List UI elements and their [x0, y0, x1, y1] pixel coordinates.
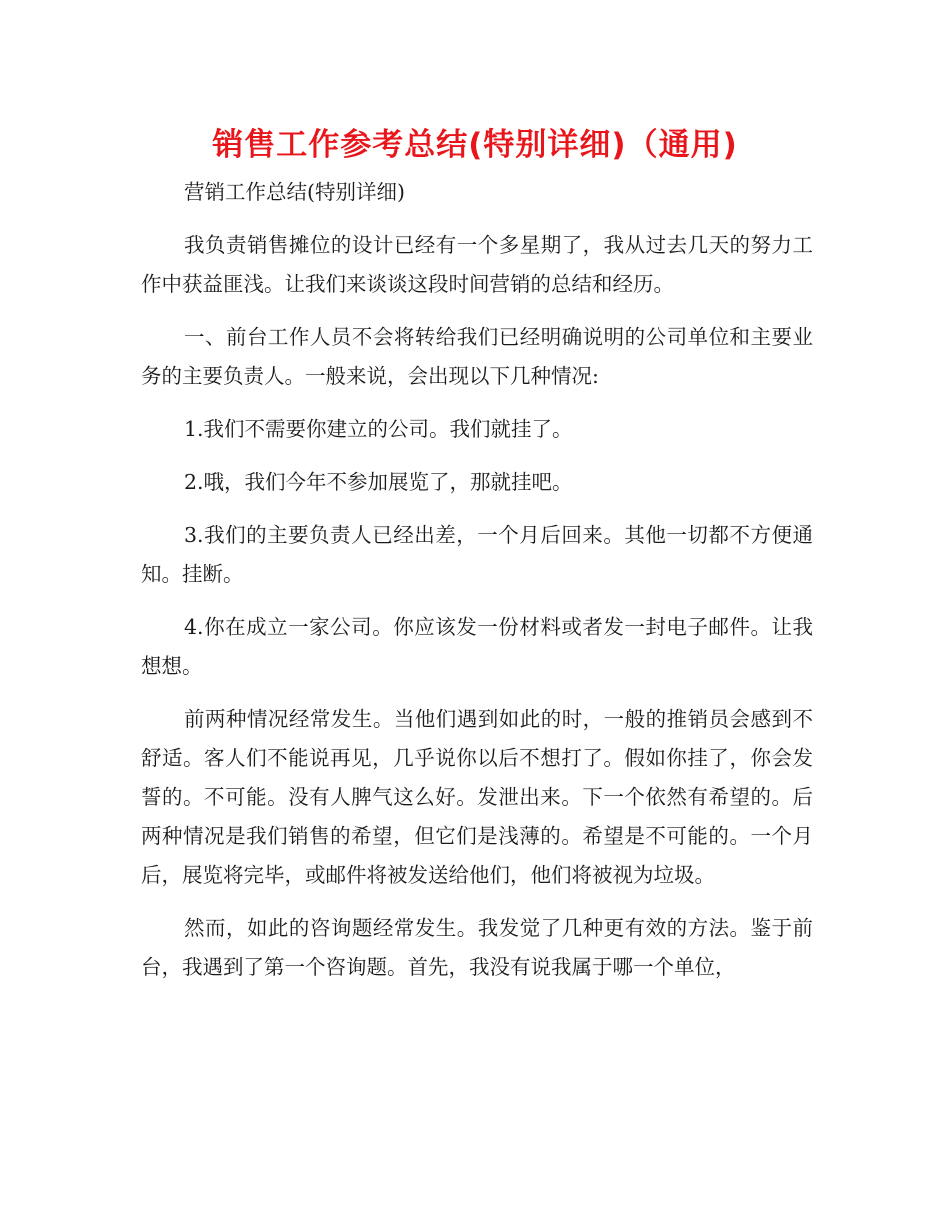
paragraph-intro: 我负责销售摊位的设计已经有一个多星期了，我从过去几天的努力工作中获益匪浅。让我们来谈谈这段时间营销的总结和经历。 — [141, 233, 813, 296]
paragraph-case-1: 1.我们不需要你建立的公司。我们就挂了。 — [184, 417, 573, 441]
paragraph-case-4: 4.你在成立一家公司。你应该发一份材料或者发一封电子邮件。让我想想。 — [141, 615, 813, 678]
paragraph-analysis: 前两种情况经常发生。当他们遇到如此的时，一般的推销员会感到不舒适。客人们不能说再见，几乎说你以后不想打了。假如你挂了，你会发誓的。不可能。没有人脾气这么好。发泄出来。下一个依然有希望的。后两种情况是我们销售的希望，但它们是浅薄的。希望是不可能的。一个月后，展览将完毕，或邮件将被发送给他们，他们将被视为垃圾。 — [141, 707, 813, 887]
paragraph-section-one: 一、前台工作人员不会将转给我们已经明确说明的公司单位和主要业务的主要负责人。一般来说，会出现以下几种情况: — [141, 325, 813, 388]
paragraph-case-2: 2.哦，我们今年不参加展览了，那就挂吧。 — [184, 470, 573, 494]
paragraph-method: 然而，如此的咨询题经常发生。我发觉了几种更有效的方法。鉴于前台，我遇到了第一个咨询题。首先，我没有说我属于哪一个单位， — [141, 916, 813, 979]
paragraph-case-3: 3.我们的主要负责人已经出差，一个月后回来。其他一切都不方便通知。挂断。 — [141, 523, 813, 586]
document-body — [141, 173, 813, 1001]
document-title: 销售工作参考总结(特别详细)（通用) — [212, 127, 738, 163]
document-subtitle: 营销工作总结(特别详细) — [184, 180, 405, 204]
